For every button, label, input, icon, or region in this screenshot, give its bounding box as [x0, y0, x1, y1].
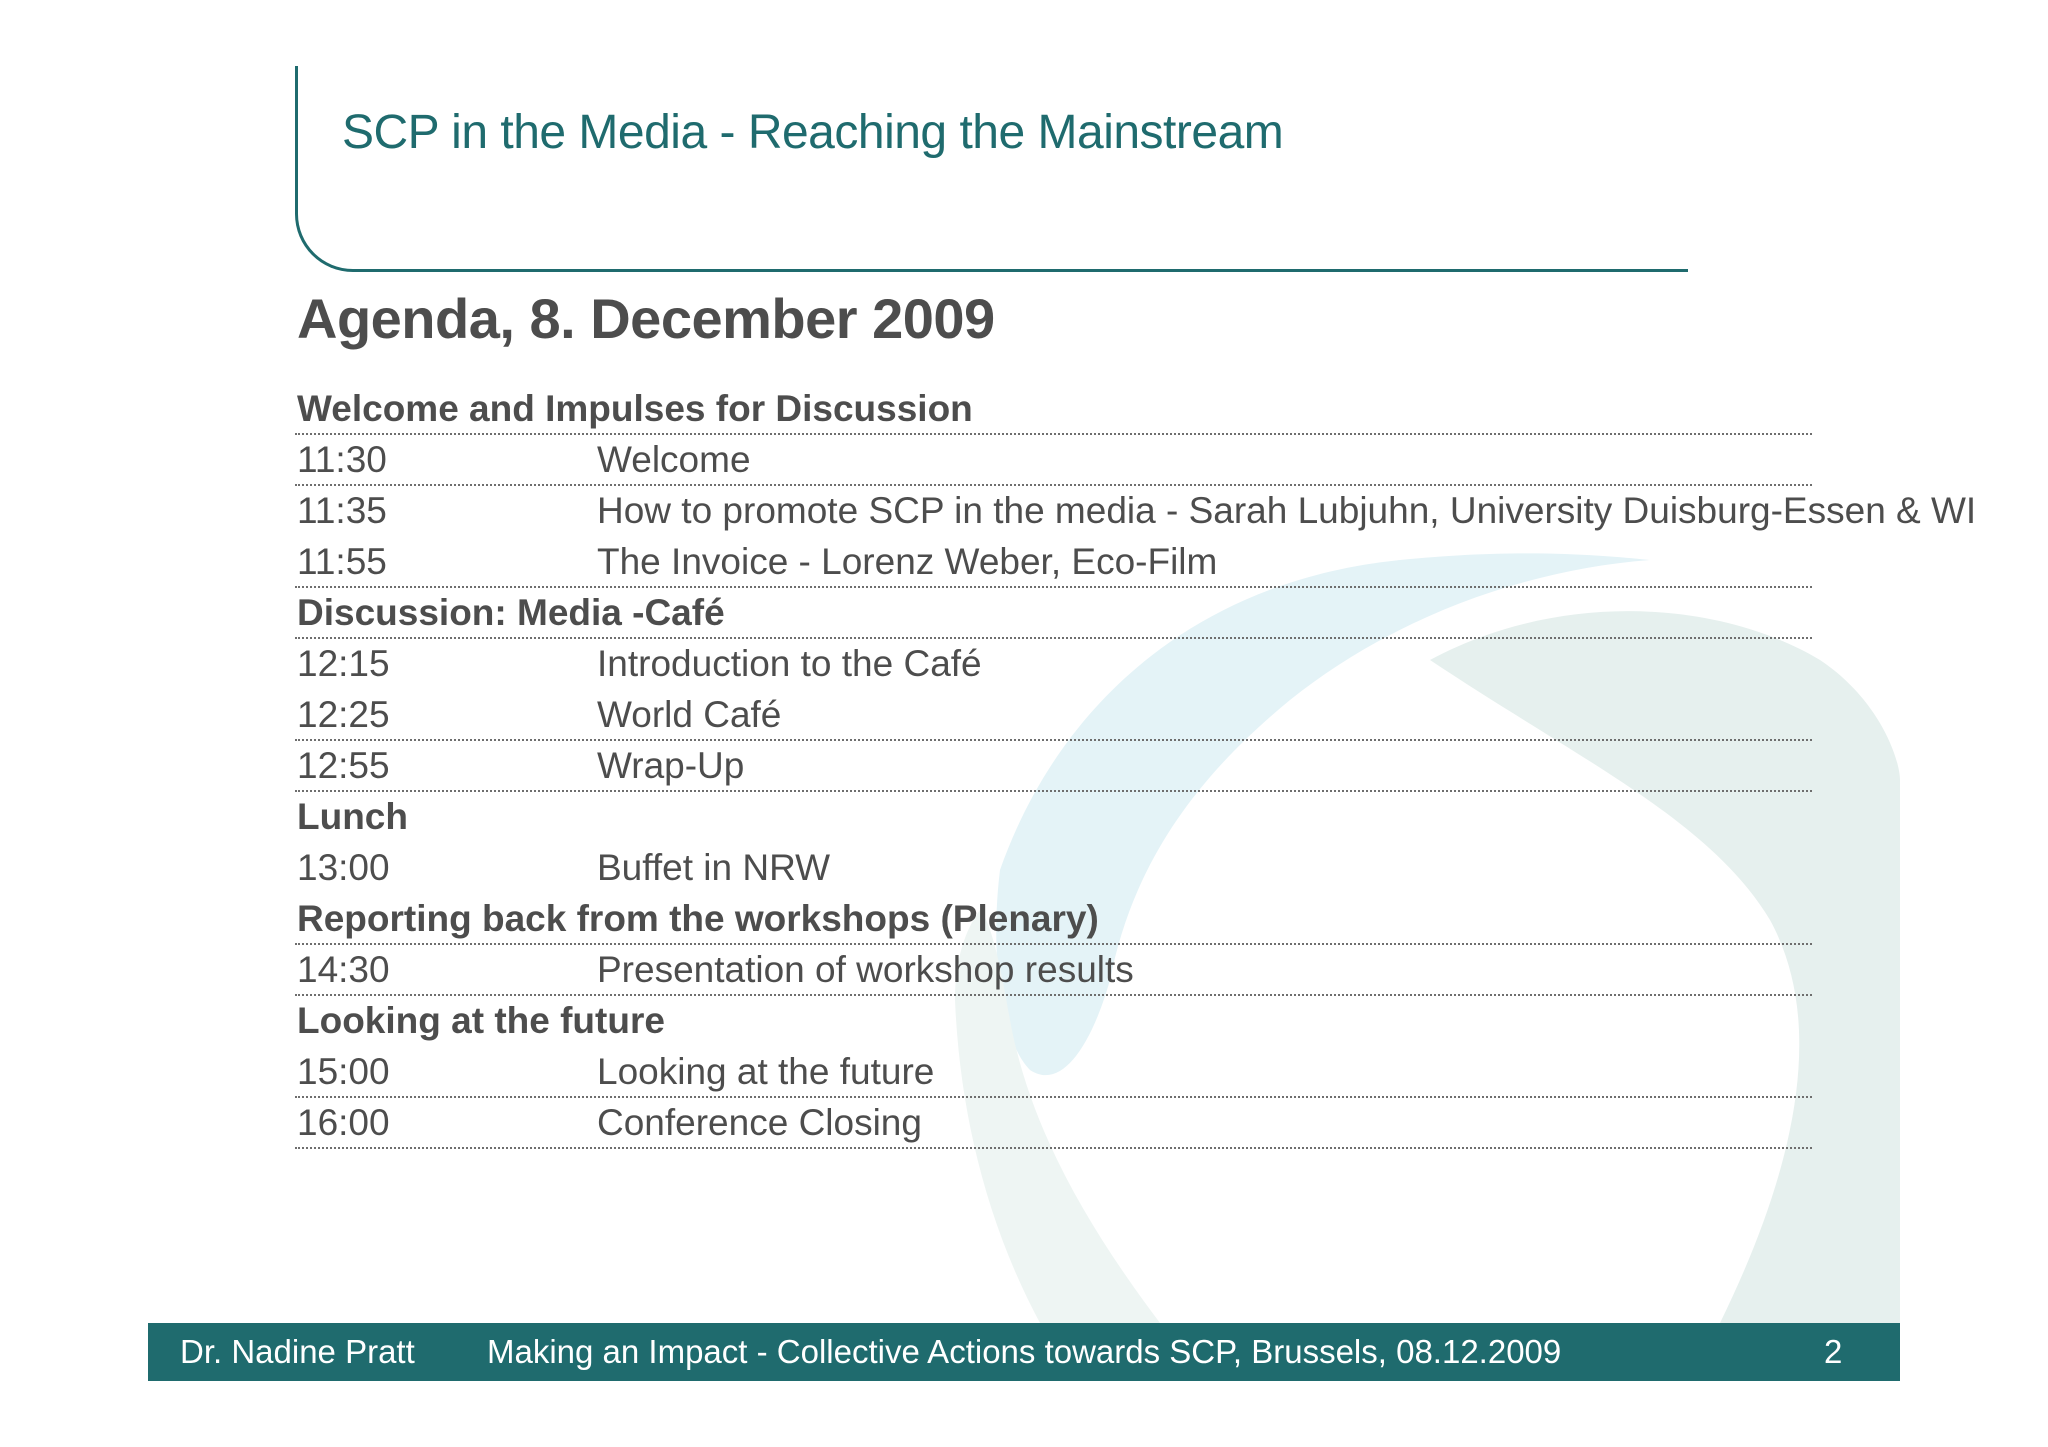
agenda-time: 15:00 [297, 1051, 390, 1092]
agenda-section-row [295, 996, 1812, 1047]
agenda-time: 11:55 [297, 541, 387, 582]
agenda-time: 11:30 [297, 439, 387, 480]
section-title: Welcome and Impulses for Discussion [297, 388, 973, 429]
agenda-row [295, 1098, 1812, 1149]
agenda-item: Conference Closing [597, 1102, 922, 1143]
agenda-item: World Café [597, 694, 782, 735]
agenda-section-row [295, 894, 1812, 945]
agenda-row [295, 945, 1812, 996]
section-title: Looking at the future [297, 1000, 665, 1041]
agenda-item: Buffet in NRW [597, 847, 831, 888]
agenda-row [295, 537, 1812, 588]
agenda-row [295, 1047, 1812, 1098]
agenda-row [295, 843, 1812, 894]
agenda-item: The Invoice - Lorenz Weber, Eco-Film [597, 541, 1218, 582]
agenda-item: Wrap-Up [597, 745, 745, 786]
agenda-row [295, 639, 1812, 690]
agenda-time: 12:25 [297, 694, 390, 735]
agenda-section-row [295, 792, 1812, 843]
page-number: 2 [1824, 1333, 1843, 1370]
agenda-row [295, 435, 1812, 486]
agenda-time: 16:00 [297, 1102, 390, 1143]
agenda-item: How to promote SCP in the media - Sarah Lubjuhn, University Duisburg-Essen & WI [597, 490, 1977, 531]
section-title: Lunch [297, 796, 408, 837]
agenda-heading: Agenda, 8. December 2009 [297, 287, 995, 350]
agenda-row [295, 690, 1812, 741]
agenda-section-row [295, 588, 1812, 639]
agenda-row [295, 741, 1812, 792]
agenda-time: 11:35 [297, 490, 387, 531]
agenda-item: Introduction to the Café [597, 643, 982, 684]
section-title: Reporting back from the workshops (Plenary) [297, 898, 1099, 939]
agenda-item: Looking at the future [597, 1051, 935, 1092]
agenda-item: Welcome [597, 439, 751, 480]
footer-bar [148, 1323, 1900, 1381]
agenda-row [295, 486, 1977, 537]
header-frame [295, 66, 1688, 272]
presentation-title: SCP in the Media - Reaching the Mainstream [342, 106, 1284, 159]
agenda-time: 14:30 [297, 949, 390, 990]
agenda-section-row [295, 384, 1812, 435]
section-title: Discussion: Media -Café [297, 592, 725, 633]
agenda-table [295, 384, 1977, 1149]
agenda-time: 12:55 [297, 745, 390, 786]
footer-event: Making an Impact - Collective Actions towards SCP, Brussels, 08.12.2009 [487, 1333, 1562, 1370]
agenda-time: 13:00 [297, 847, 390, 888]
agenda-item: Presentation of workshop results [597, 949, 1134, 990]
footer-author: Dr. Nadine Pratt [180, 1333, 415, 1370]
agenda-time: 12:15 [297, 643, 390, 684]
